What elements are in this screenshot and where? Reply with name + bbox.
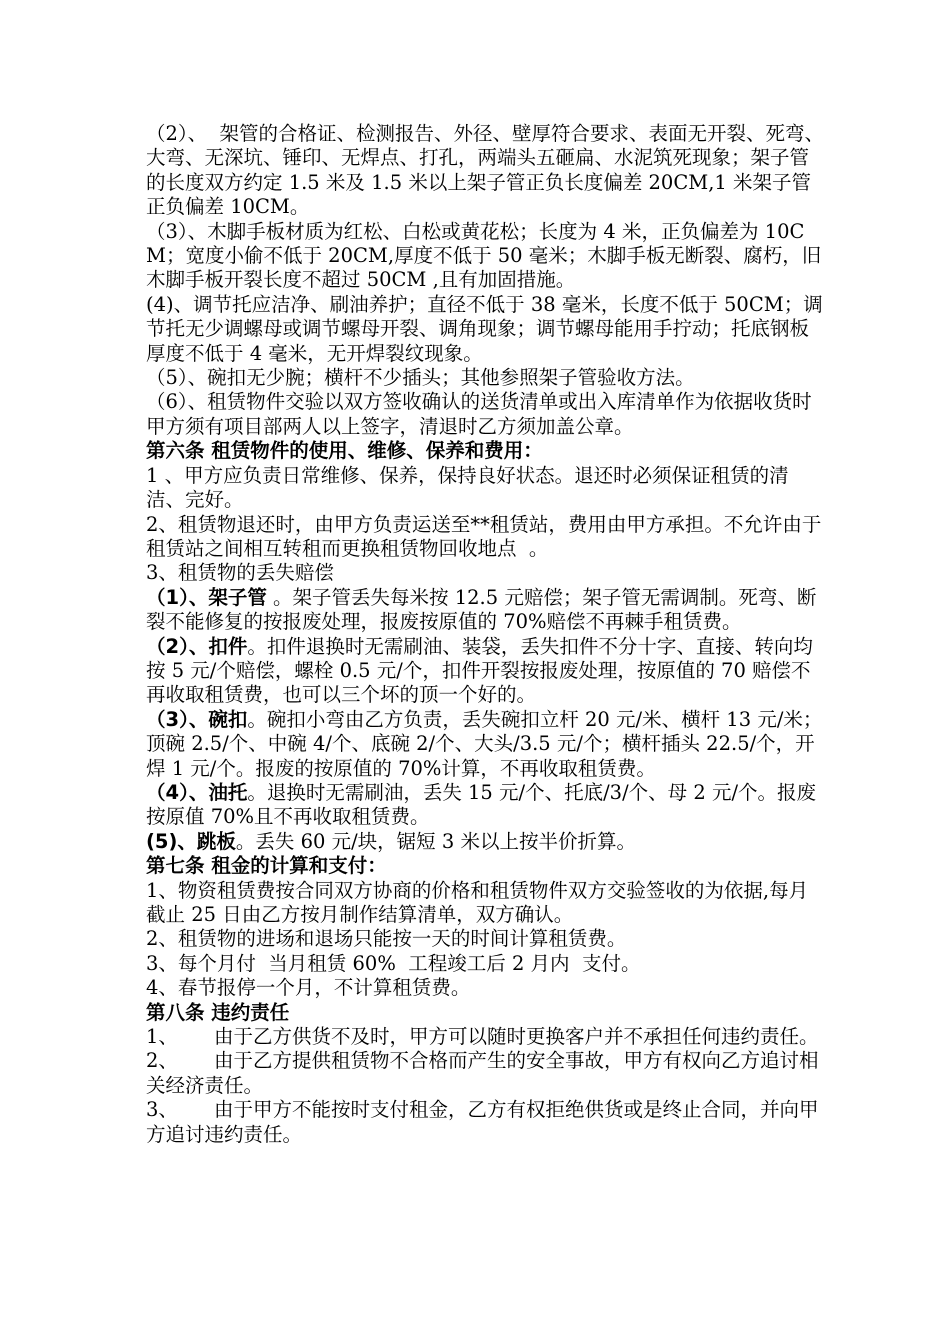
loss-item-lead: (5)、跳板 (146, 829, 236, 853)
loss-item-lead: （3）、碗扣 (146, 707, 248, 731)
paragraph: （2）、 架管的合格证、检测报告、外径、壁厚符合要求、表面无开裂、死弯、大弯、无深坑、锤印、无焊点、打孔，两端头五砸扁、水泥筑死现象；架子管的长度双方约定 1.5 米及 1.5 米以上架子管正负长度偏差 20CM,1 米架子管正负偏差 10CM。 (146, 122, 825, 219)
item-number: 2、 (146, 1049, 178, 1073)
breach-item (146, 1025, 826, 1049)
paragraph: 3、每个月付 当月租赁 60% 工程竣工后 2 月内 支付。 (146, 951, 641, 975)
item-text: 由于甲方不能按时支付租金，乙方有权拒绝供货或是终止合同，并向甲方追讨违约责任。 (146, 1098, 819, 1146)
loss-item (146, 781, 826, 830)
item-text: 由于乙方供货不及时，甲方可以随时更换客户并不承担任何违约责任。 (214, 1025, 819, 1049)
loss-item (146, 635, 826, 708)
item-number: 3、 (146, 1098, 178, 1122)
paragraph: （5）、碗扣无少腕；横杆不少插头；其他参照架子管验收方法。 (146, 366, 695, 390)
paragraph: 1 、甲方应负责日常维修、保养，保持良好状态。退还时必须保证租赁的清洁、完好。 (146, 463, 789, 512)
loss-item-lead: （2）、扣件 (146, 634, 248, 658)
loss-item (146, 830, 826, 854)
loss-item-lead: （4）、油托 (146, 780, 248, 804)
paragraph: 2、租赁物退还时，由甲方负责运送至**租赁站，费用由甲方承担。不允许由于租赁站之间相互转租而更换租赁物回收地点 。 (146, 512, 822, 560)
section-heading: 第七条 租金的计算和支付： (146, 854, 387, 878)
loss-item-text: 。退换时无需刷油，丢失 15 元/个、托底/3/个、母 2 元/个。报废按原值 70%且不再收取租赁费。 (146, 780, 817, 829)
item-number: 1、 (146, 1025, 178, 1049)
section-heading: 第六条 租赁物件的使用、维修、保养和费用： (146, 439, 543, 463)
loss-item-text: 。扣件退换时无需刷油、装袋，丢失扣件不分十字、直接、转向均按 5 元/个赔偿，螺栓 0.5 元/个，扣件开裂按报废处理，按原值的 70 赔偿不再收取租赁费，也可以三个坏的顶一个好的。 (146, 634, 813, 707)
paragraph: 1、物资租赁费按合同双方协商的价格和租赁物件双方交验签收的为依据,每月截止 25 日由乙方按月制作结算清单，双方确认。 (146, 878, 809, 926)
paragraph: 2、租赁物的进场和退场只能按一天的时间计算租赁费。 (146, 927, 627, 951)
section-5-items (146, 122, 826, 439)
paragraph: （3）、木脚手板材质为红松、白松或黄花松；长度为 4 米，正负偏差为 10CM；宽度小偷不低于 20CM,厚度不低于 50 毫米；木脚手板无断裂、腐朽，旧木脚手板开裂长度不超过 50CM ,且有加固措施。 (146, 219, 822, 292)
section-8 (146, 1001, 826, 1147)
paragraph: (4)、调节托应洁净、刷油养护；直径不低于 38 毫米，长度不低于 50CM；调节托无少调螺母或调节螺母开裂、调角现象；调节螺母能用手拧动；托底钢板厚度不低于 4 毫米，无开焊裂纹现象。 (146, 292, 823, 365)
document-page (146, 122, 826, 1147)
loss-item-text: 。丢失 60 元/块，锯短 3 米以上按半价折算。 (235, 829, 636, 853)
section-heading: 第八条 违约责任 (146, 1000, 290, 1024)
breach-item (146, 1098, 826, 1147)
loss-item (146, 586, 826, 635)
section-6 (146, 439, 826, 854)
paragraph: （6）、租赁物件交验以双方签收确认的送货清单或出入库清单作为依据收货时甲方须有项目部两人以上签字，清退时乙方须加盖公章。 (146, 390, 812, 438)
paragraph: 3、租赁物的丢失赔偿 (146, 561, 334, 585)
loss-item-lead: （1）、架子管 (146, 585, 267, 609)
paragraph: 4、春节报停一个月，不计算租赁费。 (146, 976, 471, 1000)
breach-item (146, 1049, 826, 1098)
item-text: 由于乙方提供租赁物不合格而产生的安全事故，甲方有权向乙方追讨相关经济责任。 (146, 1049, 819, 1097)
loss-item-text: 。碗扣小弯由乙方负责，丢失碗扣立杆 20 元/米、横杆 13 元/米；顶碗 2.5/个、中碗 4/个、底碗 2/个、大头/3.5 元/个；横杆插头 22.5/个，开焊 1 元/个。报废的按原值的 70%计算，不再收取租赁费。 (146, 707, 823, 780)
loss-item-text: 。架子管丢失每米按 12.5 元赔偿；架子管无需调制。死弯、断裂不能修复的按报废处理，报废按原值的 70%赔偿不再棘手租赁费。 (146, 585, 817, 634)
loss-item (146, 708, 826, 781)
section-7 (146, 854, 826, 1000)
